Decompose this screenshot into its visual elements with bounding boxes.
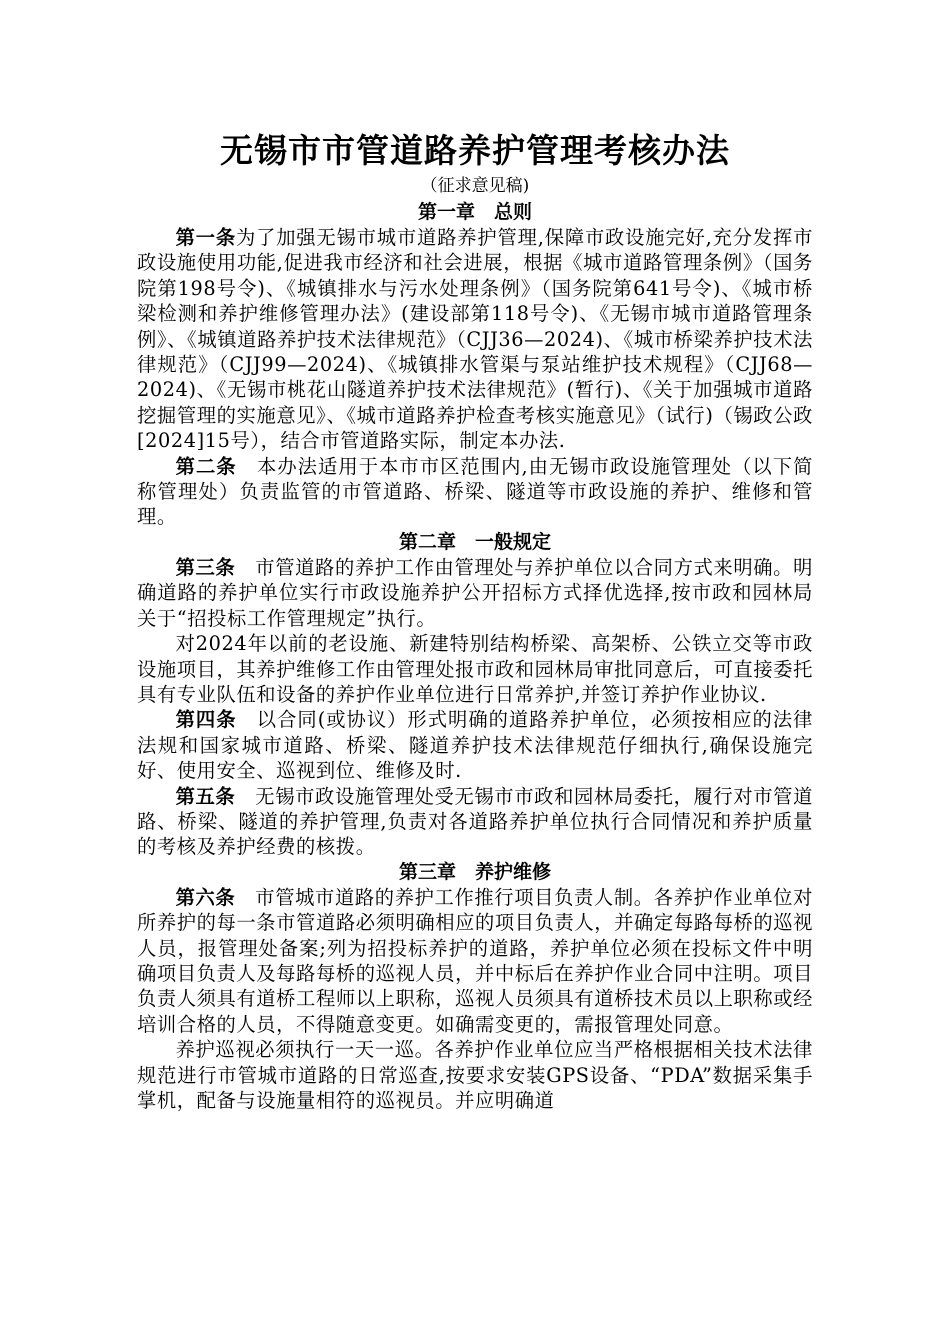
article-1 xyxy=(137,225,813,454)
article-3-paragraph-2: 对2024年以前的老设施、新建特别结构桥梁、高架桥、公铁立交等市政设施项目，其养护维修工作由管理处报市政和园林局审批同意后，可直接委托具有专业队伍和设备的养护作业单位进行日常养护,并签订养护作业协议. xyxy=(137,632,813,706)
article-text: 市管城市道路的养护工作推行项目负责人制。各养护作业单位对所养护的每一条市管道路必须明确相应的项目负责人，并确定每路每桥的巡视人员，报管理处备案;列为招投标养护的道路，养护单位必须在投标文件中明确项目负责人及每路每桥的巡视人员，并中标后在养护作业合同中注明。项目负责人须具有道桥工程师以上职称，巡视人员须具有道桥技术员以上职称或经培训合格的人员，不得随意变更。如确需变更的，需报管理处同意。 xyxy=(137,885,813,1036)
article-text: 为了加强无锡市城市道路养护管理,保障市政设施完好,充分发挥市政设施使用功能,促进我市经济和社会进展，根据《城市道路管理条例》（国务院第198号令)、《城镇排水与污水处理条例》（国务院第641号令)、《城市桥梁检测和养护维修管理办法》(建设部第118号令)、《无锡市城市道路管理条例》、《城镇道路养护技术法律规范》（CJJ36—2024)、《城市桥梁养护技术法律规范》（CJJ99—2024)、《城镇排水管渠与泵站维护技术规程》（CJJ68—2024)、《无锡市桃花山隧道养护技术法律规范》(暂行)、《关于加强城市道路挖掘管理的实施意见》、《城市道路养护检查考核实施意见》（试行)（锡政公政[2024]15号），结合市管道路实际，制定本办法. xyxy=(137,226,813,453)
chapter-heading-2: 第二章 一般规定 xyxy=(398,530,551,553)
article-4 xyxy=(137,707,813,783)
document-subtitle: （征求意见稿) xyxy=(420,176,530,196)
article-6 xyxy=(137,885,813,1037)
article-label: 第二条 xyxy=(175,454,237,478)
article-text: 以合同(或协议）形式明确的道路养护单位，必须按相应的法律法规和国家城市道路、桥梁、隧道养护技术法律规范仔细执行,确保设施完好、使用安全、巡视到位、维修及时. xyxy=(137,708,813,783)
article-6-paragraph-2: 养护巡视必须执行一天一巡。各养护作业单位应当严格根据相关技术法律规范进行市管城市道路的日常巡查,按要求安装GPS设备、“PDA”数据采集手掌机，配备与设施量相符的巡视员。并应明确道 xyxy=(137,1038,813,1112)
article-label: 第六条 xyxy=(175,885,236,909)
article-text: 无锡市政设施管理处受无锡市市政和园林局委托，履行对市管道路、桥梁、隧道的养护管理,负责对各道路养护单位执行合同情况和养护质量的考核及养护经费的核拨。 xyxy=(137,784,813,859)
chapter-heading-3: 第三章 养护维修 xyxy=(398,860,551,883)
article-text: 本办法适用于本市市区范围内,由无锡市政设施管理处（以下简称管理处）负责监管的市管道路、桥梁、隧道等市政设施的养护、维修和管理。 xyxy=(137,454,813,529)
chapter-heading-1: 第一章 总则 xyxy=(417,201,532,223)
article-2 xyxy=(137,454,813,530)
article-label: 第四条 xyxy=(175,708,237,732)
article-label: 第三条 xyxy=(175,555,236,579)
article-text: 市管道路的养护工作由管理处与养护单位以合同方式来明确。明确道路的养护单位实行市政设施养护公开招标方式择优选择,按市政和园林局关于“招投标工作管理规定”执行。 xyxy=(137,555,813,630)
document-title: 无锡市市管道路养护管理考核办法 xyxy=(220,131,730,170)
article-label: 第五条 xyxy=(175,784,236,808)
document-page xyxy=(137,128,813,1113)
article-label: 第一条 xyxy=(175,226,236,249)
article-5 xyxy=(137,784,813,860)
article-3 xyxy=(137,555,813,631)
